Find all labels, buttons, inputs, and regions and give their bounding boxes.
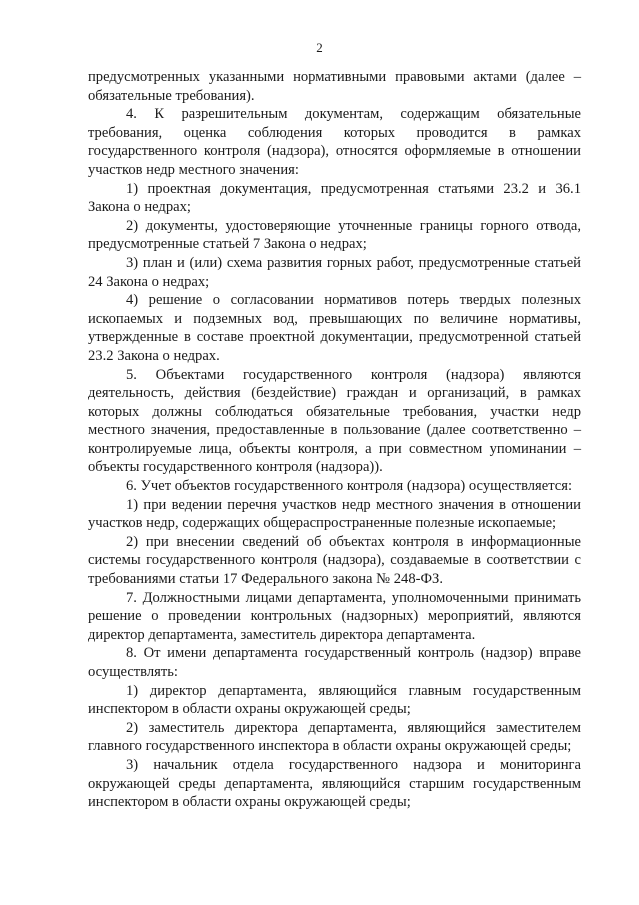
paragraph-item-4-2: 2) документы, удостоверяющие уточненные границы горного отвода, предусмотренные статьей 7 Закона о недрах; xyxy=(88,217,581,253)
paragraph-item-4-1: 1) проектная документация, предусмотренная статьями 23.2 и 36.1 Закона о недрах; xyxy=(88,180,581,216)
paragraph-item-6-1: 1) при ведении перечня участков недр местного значения в отношении участков недр, содержащих общераспространенные полезные ископаемые; xyxy=(88,496,581,532)
paragraph-item-6: 6. Учет объектов государственного контроля (надзора) осуществляется: xyxy=(126,478,573,495)
paragraph-item-4-3: 3) план и (или) схема развития горных работ, предусмотренные статьей 24 Закона о недрах; xyxy=(88,254,581,290)
paragraph-item-5: 5. Объектами государственного контроля (надзора) являются деятельность, действия (бездействие) граждан и организаций, в рамках которых должны соблюдаться обязательные требования, участки недр местного значения, предоставленные в пользование (далее соответственно – контролируемые лица, объекты контроля, а при совместном упоминании – объекты государственного контроля (надзора)). xyxy=(88,366,581,476)
paragraph-item-7: 7. Должностными лицами департамента, уполномоченными принимать решение о проведении контрольных (надзорных) мероприятий, являются директор департамента, заместитель директора департамента. xyxy=(88,589,581,643)
page-number: 2 xyxy=(316,40,323,55)
paragraph-item-8-2: 2) заместитель директора департамента, являющийся заместителем главного государственного инспектора в области охраны окружающей среды; xyxy=(88,719,581,755)
paragraph-item-4-4: 4) решение о согласовании нормативов потерь твердых полезных ископаемых и подземных вод, превышающих по величине нормативы, утвержденные в составе проектной документации, предусмотренной статьей 23.2 Закона о недрах. xyxy=(88,292,581,364)
paragraph-item-8-3: 3) начальник отдела государственного надзора и мониторинга окружающей среды департамента, являющийся старшим государственным инспектором в области охраны окружающей среды; xyxy=(88,756,581,811)
paragraph-item-8: 8. От имени департамента государственный контроль (надзор) вправе осуществлять: xyxy=(88,645,581,680)
paragraph-item-6-2: 2) при внесении сведений об объектах контроля в информационные системы государственного контроля (надзора), создаваемые в соответствии с требованиями статьи 17 Федерального закона № 248-ФЗ. xyxy=(88,533,581,588)
document-body xyxy=(88,68,581,812)
paragraph-continuation: предусмотренных указанными нормативными правовыми актами (далее – обязательные требования). xyxy=(88,69,581,104)
paragraph-item-8-1: 1) директор департамента, являющийся главным государственным инспектором в области охраны окружающей среды; xyxy=(88,682,581,718)
paragraph-item-4: 4. К разрешительным документам, содержащим обязательные требования, оценка соблюдения которых проводится в рамках государственного контроля (надзора), относятся оформляемые в отношении участков недр местного значения: xyxy=(88,106,581,178)
